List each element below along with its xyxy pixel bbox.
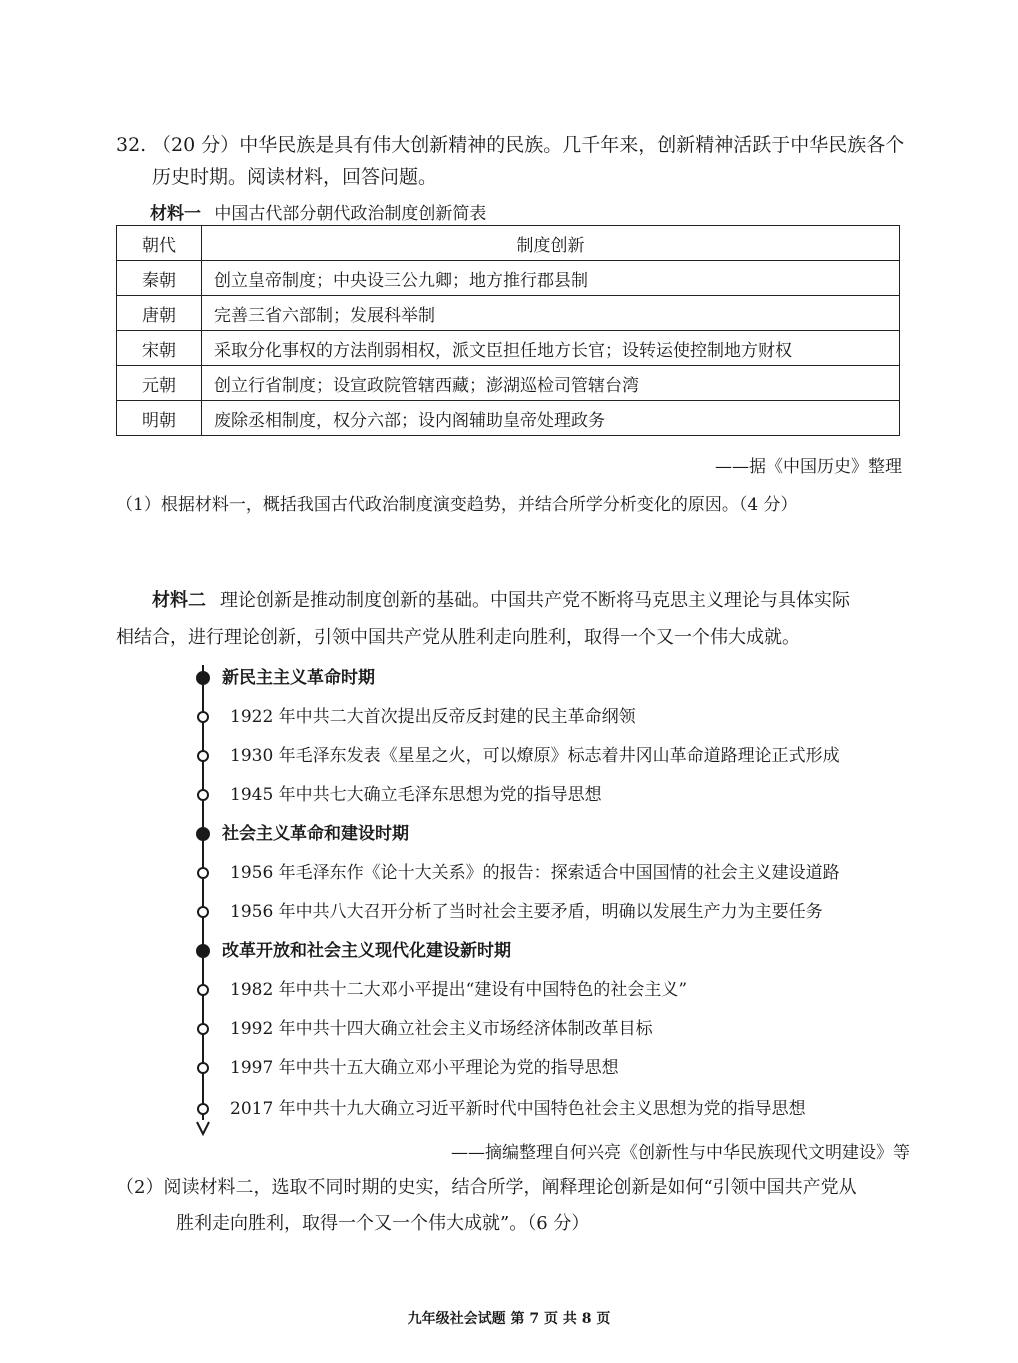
material2-text-line1: 理论创新是推动制度创新的基础。中国共产党不断将马克思主义理论与具体实际	[220, 590, 850, 611]
timeline-event: 2017 年中共十九大确立习近平新时代中国特色社会主义思想为党的指导思想	[230, 1099, 806, 1119]
material2-paragraph-line2: 相结合，进行理论创新，引领中国共产党从胜利走向胜利，取得一个又一个伟大成就。	[116, 627, 800, 648]
material1-heading	[150, 199, 486, 224]
subquestion-1: （1）根据材料一，概括我国古代政治制度演变趋势，并结合所学分析变化的原因。（4 分）	[116, 495, 798, 515]
innovation-cell: 创立行省制度；设宣政院管辖西藏；澎湖巡检司管辖台湾	[202, 366, 900, 401]
timeline-period: 新民主主义革命时期	[222, 668, 375, 688]
innovation-cell: 完善三省六部制；发展科举制	[202, 296, 900, 331]
timeline-event: 1956 年毛泽东作《论十大关系》的报告：探索适合中国国情的社会主义建设道路	[230, 863, 840, 883]
subquestion-2-line1: （2）阅读材料二，选取不同时期的史实，结合所学，阐释理论创新是如何“引领中国共产党从	[116, 1177, 857, 1198]
material1-label: 材料一	[150, 204, 201, 224]
event-marker-icon	[197, 867, 209, 879]
table-header-row	[117, 226, 900, 261]
timeline-event: 1930 年毛泽东发表《星星之火，可以燎原》标志着井冈山革命道路理论正式形成	[230, 746, 840, 766]
innovation-cell: 创立皇帝制度；中央设三公九卿；地方推行郡县制	[202, 261, 900, 296]
timeline-item	[0, 1016, 1018, 1044]
innovation-cell: 采取分化事权的方法削弱相权，派文臣担任地方长官；设转运使控制地方财权	[202, 331, 900, 366]
timeline-period: 社会主义革命和建设时期	[222, 824, 409, 844]
event-marker-icon	[197, 1062, 209, 1074]
period-marker-icon	[196, 671, 210, 685]
timeline-event: 1997 年中共十五大确立邓小平理论为党的指导思想	[230, 1058, 619, 1078]
material2-source: ——摘编整理自何兴亮《创新性与中华民族现代文明建设》等	[451, 1143, 910, 1163]
table-row	[117, 261, 900, 296]
timeline-item	[0, 665, 1018, 693]
header-dynasty: 朝代	[117, 226, 202, 261]
event-marker-icon	[197, 906, 209, 918]
table-row	[117, 366, 900, 401]
timeline-event: 1992 年中共十四大确立社会主义市场经济体制改革目标	[230, 1019, 653, 1039]
timeline-event: 1922 年中共二大首次提出反帝反封建的民主革命纲领	[230, 707, 636, 727]
table-row	[117, 401, 900, 436]
event-marker-icon	[197, 984, 209, 996]
header-innovation: 制度创新	[202, 226, 900, 261]
timeline-item	[0, 899, 1018, 927]
timeline-item	[0, 821, 1018, 849]
question-stem-line1: （20 分）中华民族是具有伟大创新精神的民族。几千年来，创新精神活跃于中华民族各个	[152, 134, 905, 156]
question-number: 32.	[116, 134, 147, 156]
timeline-axis	[202, 665, 204, 1120]
material1-title: 中国古代部分朝代政治制度创新简表	[214, 204, 487, 224]
timeline-event: 1982 年中共十二大邓小平提出“建设有中国特色的社会主义”	[230, 980, 688, 1000]
dynasty-cell: 明朝	[117, 401, 202, 436]
material2-paragraph-line1	[152, 583, 850, 619]
timeline-item	[0, 782, 1018, 810]
timeline-item	[0, 704, 1018, 732]
page-footer: 九年级社会试题 第 7 页 共 8 页	[407, 1311, 611, 1327]
event-marker-icon	[197, 1103, 209, 1115]
dynasty-cell: 秦朝	[117, 261, 202, 296]
period-marker-icon	[196, 944, 210, 958]
reform-table	[116, 225, 900, 436]
event-marker-icon	[197, 711, 209, 723]
subquestion-2-line2: 胜利走向胜利，取得一个又一个伟大成就”。（6 分）	[176, 1213, 590, 1234]
table-row	[117, 331, 900, 366]
timeline-item	[0, 977, 1018, 1005]
timeline-item	[0, 1096, 1018, 1124]
period-marker-icon	[196, 827, 210, 841]
timeline-event: 1956 年中共八大召开分析了当时社会主要矛盾，明确以发展生产力为主要任务	[230, 902, 823, 922]
timeline-item	[0, 1055, 1018, 1083]
dynasty-cell: 唐朝	[117, 296, 202, 331]
material2-label: 材料二	[152, 590, 206, 611]
event-marker-icon	[197, 789, 209, 801]
timeline-item	[0, 938, 1018, 966]
timeline-item	[0, 743, 1018, 771]
innovation-cell: 废除丞相制度，权分六部；设内阁辅助皇帝处理政务	[202, 401, 900, 436]
question-stem-line2: 历史时期。阅读材料，回答问题。	[152, 166, 438, 188]
timeline-event: 1945 年中共七大确立毛泽东思想为党的指导思想	[230, 785, 602, 805]
dynasty-cell: 宋朝	[117, 331, 202, 366]
timeline-period: 改革开放和社会主义现代化建设新时期	[222, 941, 511, 961]
event-marker-icon	[197, 1023, 209, 1035]
dynasty-cell: 元朝	[117, 366, 202, 401]
table-row	[117, 296, 900, 331]
event-marker-icon	[197, 750, 209, 762]
material1-source: ——据《中国历史》整理	[715, 457, 902, 477]
timeline-item	[0, 860, 1018, 888]
